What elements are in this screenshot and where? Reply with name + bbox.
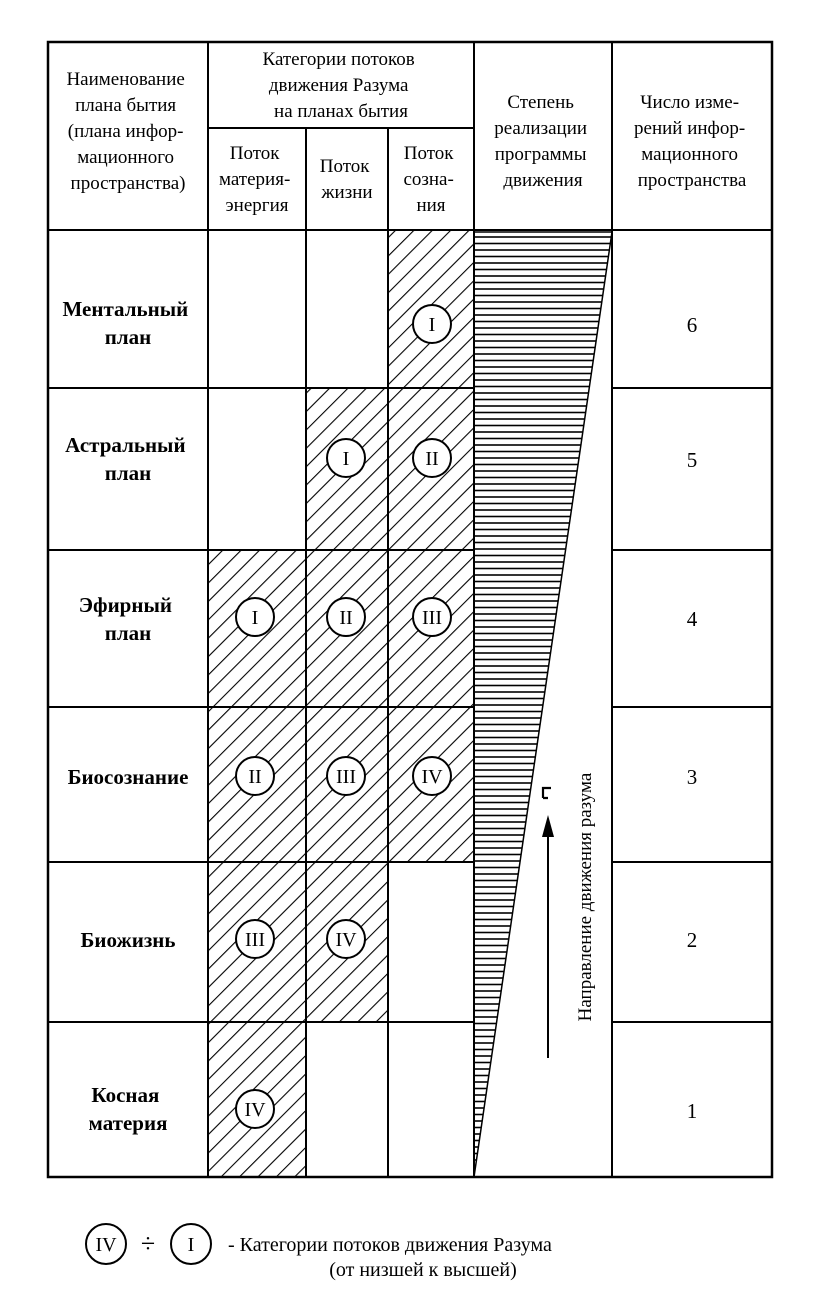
row-label-bioconsciousness: Биосознание	[67, 765, 189, 789]
dimension-count-astral: 5	[686, 448, 698, 472]
header-dimensions-line-2: рений инфор-	[634, 118, 746, 139]
category-label: IV	[244, 1099, 266, 1121]
row-label-line: Косная	[91, 1083, 160, 1107]
category-circle-ether-life	[327, 598, 365, 636]
category-circle-bioconsciousness-consciousness	[413, 757, 451, 795]
header-dimensions	[634, 92, 750, 191]
realization-wedge	[474, 232, 612, 1177]
header-plane-line-1: Наименование	[66, 69, 185, 90]
header-degree-line-3: программы	[494, 144, 587, 165]
direction-arrow	[542, 815, 554, 1058]
category-label: III	[245, 929, 265, 951]
header-consciousness-line-2: созна-	[403, 169, 454, 190]
legend	[86, 1224, 557, 1281]
category-circle-mental-consciousness	[413, 305, 451, 343]
header-dimensions-line-1: Число изме-	[640, 92, 740, 113]
header-plane-line-4: мационного	[77, 147, 175, 168]
header-consciousness-flow	[403, 143, 458, 216]
dimension-count-inert-matter: 1	[686, 1099, 698, 1123]
dimension-count-mental: 6	[686, 313, 698, 337]
category-label: II	[339, 607, 353, 629]
row-label-ether	[79, 593, 177, 645]
category-circle-biolife-matter	[236, 920, 274, 958]
header-categories	[263, 49, 420, 122]
dimension-count-bioconsciousness: 3	[686, 765, 698, 789]
header-consciousness-line-3: ния	[416, 195, 446, 216]
header-categories-line-2: движения Разума	[268, 75, 409, 96]
category-circle-biolife-life	[327, 920, 365, 958]
header-degree-line-2: реализации	[494, 118, 588, 139]
row-label-line: план	[104, 461, 152, 485]
category-circle-astral-consciousness	[413, 439, 451, 477]
category-circle-ether-consciousness	[413, 598, 451, 636]
header-categories-line-1: Категории потоков	[262, 49, 415, 70]
category-circle-astral-life	[327, 439, 365, 477]
header-dimensions-line-4: пространства	[637, 170, 747, 191]
header-matter-line-2: материя-	[218, 169, 291, 190]
legend-text-line-1: - Категории потоков движения Разума	[228, 1234, 552, 1256]
header-plane-line-3: (плана инфор-	[67, 121, 184, 142]
header-degree-line-4: движения	[503, 170, 583, 191]
category-circle-bioconsciousness-matter	[236, 757, 274, 795]
row-label-inert-matter	[89, 1083, 168, 1135]
header-degree-line-1: Степень	[507, 92, 574, 113]
legend-range-sign: ÷	[140, 1229, 156, 1258]
dimension-count-ether: 4	[686, 607, 698, 631]
category-label: I	[251, 607, 259, 629]
category-label: IV	[335, 929, 357, 951]
row-label-line: план	[104, 621, 152, 645]
header-matter-flow	[219, 143, 295, 216]
legend-text	[228, 1234, 557, 1281]
legend-to-label: I	[187, 1234, 195, 1256]
header-life-line-2: жизни	[321, 182, 373, 203]
row-label-line: Эфирный	[78, 593, 172, 617]
header-matter-line-1: Поток	[229, 143, 280, 164]
row-label-biolife: Биожизнь	[80, 928, 176, 952]
category-label: II	[425, 448, 439, 470]
dimension-count-biolife: 2	[686, 928, 698, 952]
header-plane-name	[66, 69, 189, 194]
pointer-icon	[543, 788, 551, 798]
category-circle-ether-matter	[236, 598, 274, 636]
header-dimensions-line-3: мационного	[641, 144, 739, 165]
legend-circle-lowest	[86, 1224, 126, 1264]
row-label-astral	[65, 433, 191, 485]
row-label-line: материя	[88, 1111, 168, 1135]
header-categories-line-3: на планах бытия	[274, 101, 408, 122]
header-life-line-1: Поток	[319, 156, 370, 177]
header-matter-line-3: энергия	[225, 195, 289, 216]
legend-text-line-2: (от низшей к высшей)	[329, 1259, 517, 1281]
row-label-mental	[63, 297, 194, 349]
category-label: I	[428, 314, 436, 336]
direction-label: Направление движения разума	[575, 772, 596, 1022]
category-label: IV	[421, 766, 443, 788]
category-label: III	[422, 607, 442, 629]
category-circle-bioconsciousness-life	[327, 757, 365, 795]
header-life-flow	[320, 156, 375, 203]
header-plane-line-2: плана бытия	[75, 95, 177, 116]
category-label: III	[336, 766, 356, 788]
category-label: I	[342, 448, 350, 470]
legend-from-label: IV	[95, 1234, 117, 1256]
row-label-line: Ментальный	[62, 297, 189, 321]
row-label-line: план	[104, 325, 152, 349]
header-plane-line-5: пространства)	[70, 173, 186, 194]
category-circle-inert-matter	[236, 1090, 274, 1128]
header-consciousness-line-1: Поток	[403, 143, 454, 164]
header-degree	[494, 92, 592, 191]
legend-circle-highest	[171, 1224, 211, 1264]
category-label: II	[248, 766, 262, 788]
row-label-line: Астральный	[65, 433, 186, 457]
